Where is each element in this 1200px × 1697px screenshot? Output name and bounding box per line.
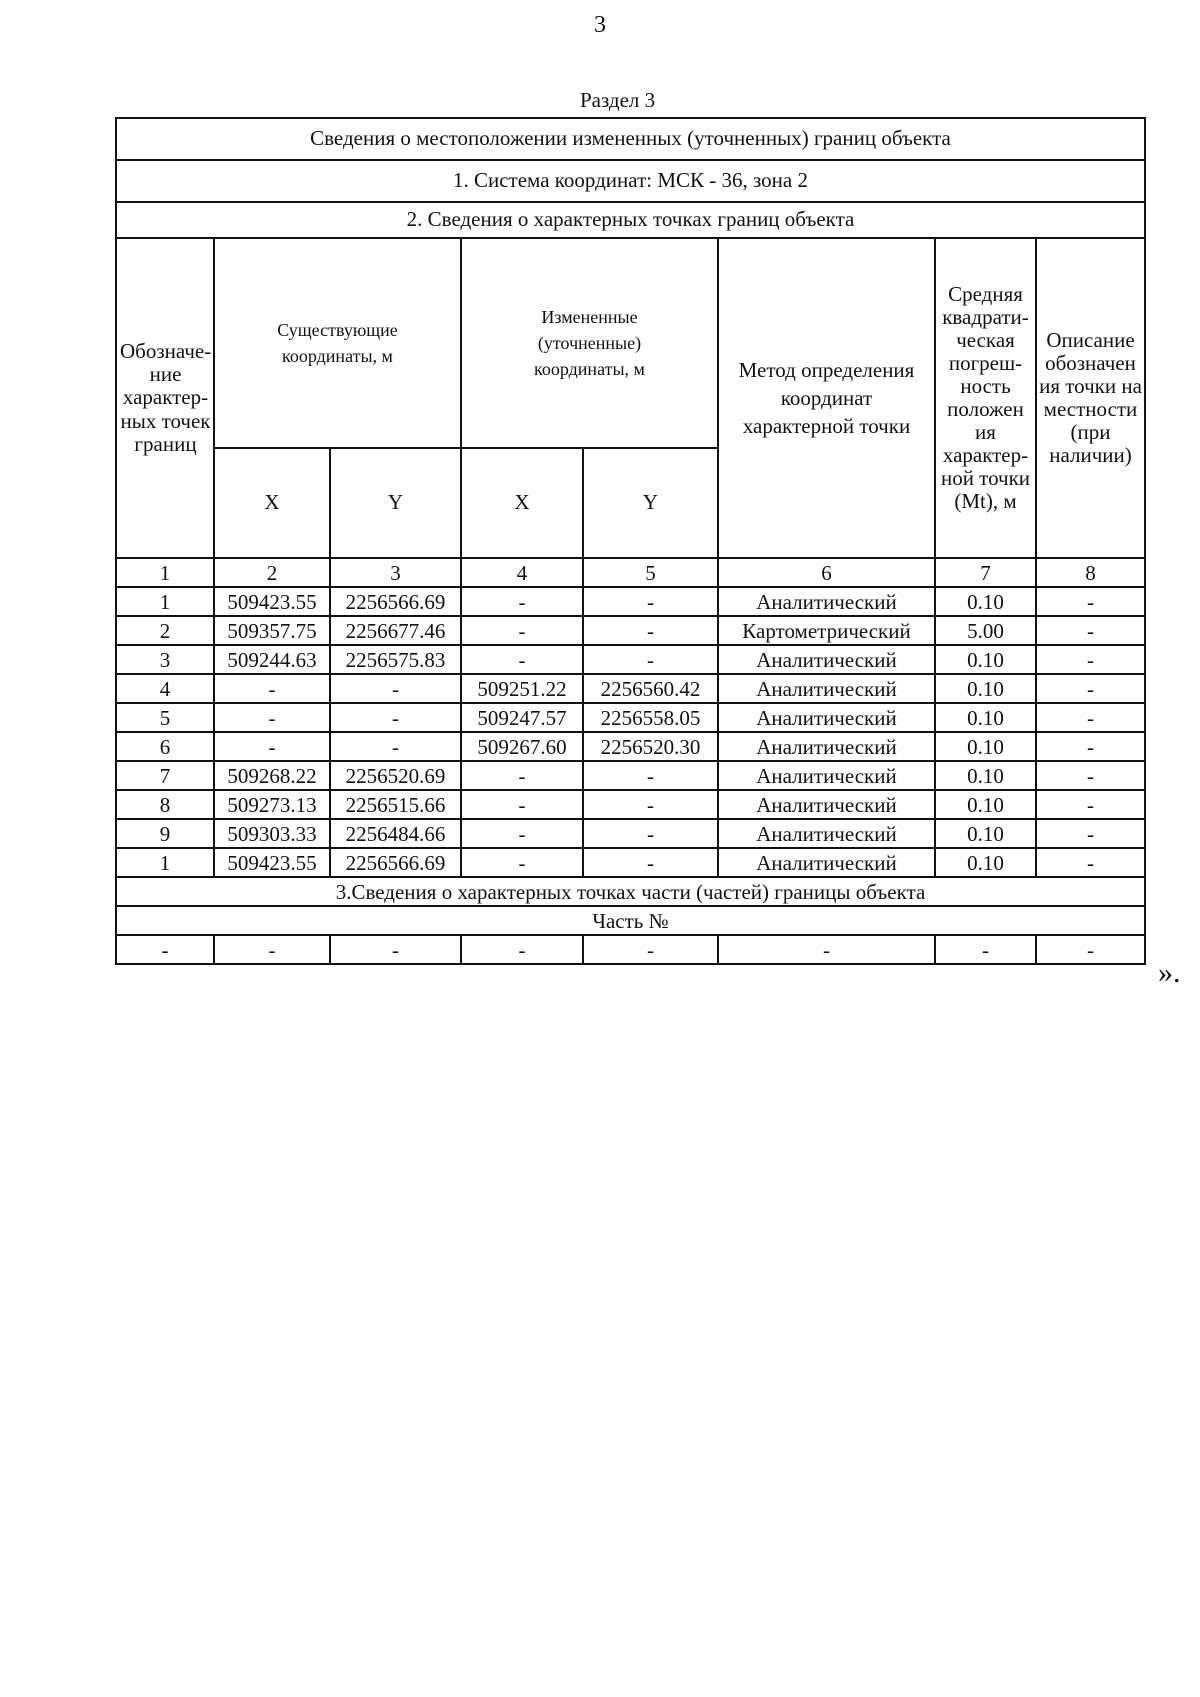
existing-x: 509423.55 <box>214 848 330 877</box>
existing-y: 2256566.69 <box>330 848 461 877</box>
point-id: 8 <box>116 790 214 819</box>
changed-y: - <box>583 819 718 848</box>
description: - <box>1036 761 1145 790</box>
existing-y: - <box>330 703 461 732</box>
boundary-table <box>115 117 1146 965</box>
existing-x: - <box>214 703 330 732</box>
changed-y: - <box>583 645 718 674</box>
description: - <box>1036 848 1145 877</box>
existing-y: - <box>330 674 461 703</box>
empty-cell: - <box>116 935 214 964</box>
point-id: 9 <box>116 819 214 848</box>
description: - <box>1036 703 1145 732</box>
error-mt: 0.10 <box>935 674 1036 703</box>
changed-y: 2256520.30 <box>583 732 718 761</box>
description: - <box>1036 645 1145 674</box>
header-changed-y: Y <box>583 448 718 558</box>
description: - <box>1036 819 1145 848</box>
existing-y: 2256515.66 <box>330 790 461 819</box>
column-number: 8 <box>1036 558 1145 587</box>
existing-x: 509423.55 <box>214 587 330 616</box>
header-description: Описание обозначен ия точки на местности (при наличии) <box>1036 238 1145 558</box>
changed-y: - <box>583 761 718 790</box>
column-number: 2 <box>214 558 330 587</box>
existing-y: - <box>330 732 461 761</box>
header-existing-x: X <box>214 448 330 558</box>
page-number: 3 <box>594 12 606 38</box>
method: Аналитический <box>718 848 935 877</box>
existing-x: 509244.63 <box>214 645 330 674</box>
table-row <box>116 848 1145 877</box>
method: Аналитический <box>718 645 935 674</box>
header-existing-y: Y <box>330 448 461 558</box>
column-number-row <box>116 558 1145 587</box>
column-number: 3 <box>330 558 461 587</box>
point-id: 3 <box>116 645 214 674</box>
table-row <box>116 790 1145 819</box>
existing-x: 509303.33 <box>214 819 330 848</box>
changed-x: - <box>461 819 583 848</box>
changed-y: 2256560.42 <box>583 674 718 703</box>
point-id: 4 <box>116 674 214 703</box>
error-mt: 5.00 <box>935 616 1036 645</box>
point-id: 1 <box>116 848 214 877</box>
point-id: 5 <box>116 703 214 732</box>
method: Аналитический <box>718 587 935 616</box>
column-number: 4 <box>461 558 583 587</box>
empty-part-row <box>116 935 1145 964</box>
table-row <box>116 674 1145 703</box>
points-heading: 2. Сведения о характерных точках границ объекта <box>116 202 1145 238</box>
changed-x: 509267.60 <box>461 732 583 761</box>
changed-x: - <box>461 790 583 819</box>
point-id: 1 <box>116 587 214 616</box>
parts-heading: 3.Сведения о характерных точках части (частей) границы объекта <box>116 877 1145 906</box>
header-designation: Обозначе-ние характер-ных точек границ <box>116 238 214 558</box>
existing-x: 509268.22 <box>214 761 330 790</box>
column-number: 1 <box>116 558 214 587</box>
column-number: 7 <box>935 558 1036 587</box>
closing-quote: ». <box>1158 956 1181 989</box>
part-number-label: Часть № <box>116 906 1145 935</box>
method: Аналитический <box>718 703 935 732</box>
description: - <box>1036 587 1145 616</box>
method: Аналитический <box>718 674 935 703</box>
empty-cell: - <box>583 935 718 964</box>
existing-x: - <box>214 732 330 761</box>
description: - <box>1036 674 1145 703</box>
existing-y: 2256677.46 <box>330 616 461 645</box>
empty-cell: - <box>1036 935 1145 964</box>
point-id: 7 <box>116 761 214 790</box>
table-row <box>116 645 1145 674</box>
error-mt: 0.10 <box>935 732 1036 761</box>
error-mt: 0.10 <box>935 819 1036 848</box>
point-id: 6 <box>116 732 214 761</box>
table-row <box>116 616 1145 645</box>
existing-y: 2256520.69 <box>330 761 461 790</box>
method: Аналитический <box>718 761 935 790</box>
table-title: Сведения о местоположении измененных (уточненных) границ объекта <box>116 118 1145 160</box>
changed-y: 2256558.05 <box>583 703 718 732</box>
description: - <box>1036 790 1145 819</box>
changed-y: - <box>583 790 718 819</box>
changed-x: - <box>461 761 583 790</box>
section-title: Раздел 3 <box>580 88 656 112</box>
method: Аналитический <box>718 790 935 819</box>
empty-cell: - <box>718 935 935 964</box>
column-number: 5 <box>583 558 718 587</box>
header-method: Метод определения координат характерной точки <box>718 238 935 558</box>
method: Аналитический <box>718 819 935 848</box>
changed-x: - <box>461 616 583 645</box>
table-row <box>116 732 1145 761</box>
changed-x: - <box>461 587 583 616</box>
changed-y: - <box>583 848 718 877</box>
table-row <box>116 761 1145 790</box>
error-mt: 0.10 <box>935 790 1036 819</box>
method: Аналитический <box>718 732 935 761</box>
header-changed: Измененные (уточненные) координаты, м <box>461 238 718 448</box>
error-mt: 0.10 <box>935 848 1036 877</box>
changed-x: - <box>461 645 583 674</box>
table-row <box>116 587 1145 616</box>
column-number: 6 <box>718 558 935 587</box>
existing-x: 509273.13 <box>214 790 330 819</box>
changed-y: - <box>583 587 718 616</box>
error-mt: 0.10 <box>935 703 1036 732</box>
error-mt: 0.10 <box>935 645 1036 674</box>
header-existing: Существующие координаты, м <box>214 238 461 448</box>
empty-cell: - <box>935 935 1036 964</box>
coord-system: 1. Система координат: МСК - 36, зона 2 <box>116 160 1145 202</box>
changed-x: 509247.57 <box>461 703 583 732</box>
empty-cell: - <box>214 935 330 964</box>
empty-cell: - <box>330 935 461 964</box>
header-changed-x: X <box>461 448 583 558</box>
existing-x: 509357.75 <box>214 616 330 645</box>
existing-y: 2256575.83 <box>330 645 461 674</box>
method: Картометрический <box>718 616 935 645</box>
error-mt: 0.10 <box>935 761 1036 790</box>
error-mt: 0.10 <box>935 587 1036 616</box>
header-error: Средняя квадрати-ческая погреш-ность положен ия характер-ной точки (Mt), м <box>935 238 1036 558</box>
existing-y: 2256484.66 <box>330 819 461 848</box>
description: - <box>1036 732 1145 761</box>
changed-x: - <box>461 848 583 877</box>
table-row <box>116 819 1145 848</box>
changed-x: 509251.22 <box>461 674 583 703</box>
existing-y: 2256566.69 <box>330 587 461 616</box>
empty-cell: - <box>461 935 583 964</box>
point-id: 2 <box>116 616 214 645</box>
description: - <box>1036 616 1145 645</box>
changed-y: - <box>583 616 718 645</box>
table-row <box>116 703 1145 732</box>
existing-x: - <box>214 674 330 703</box>
